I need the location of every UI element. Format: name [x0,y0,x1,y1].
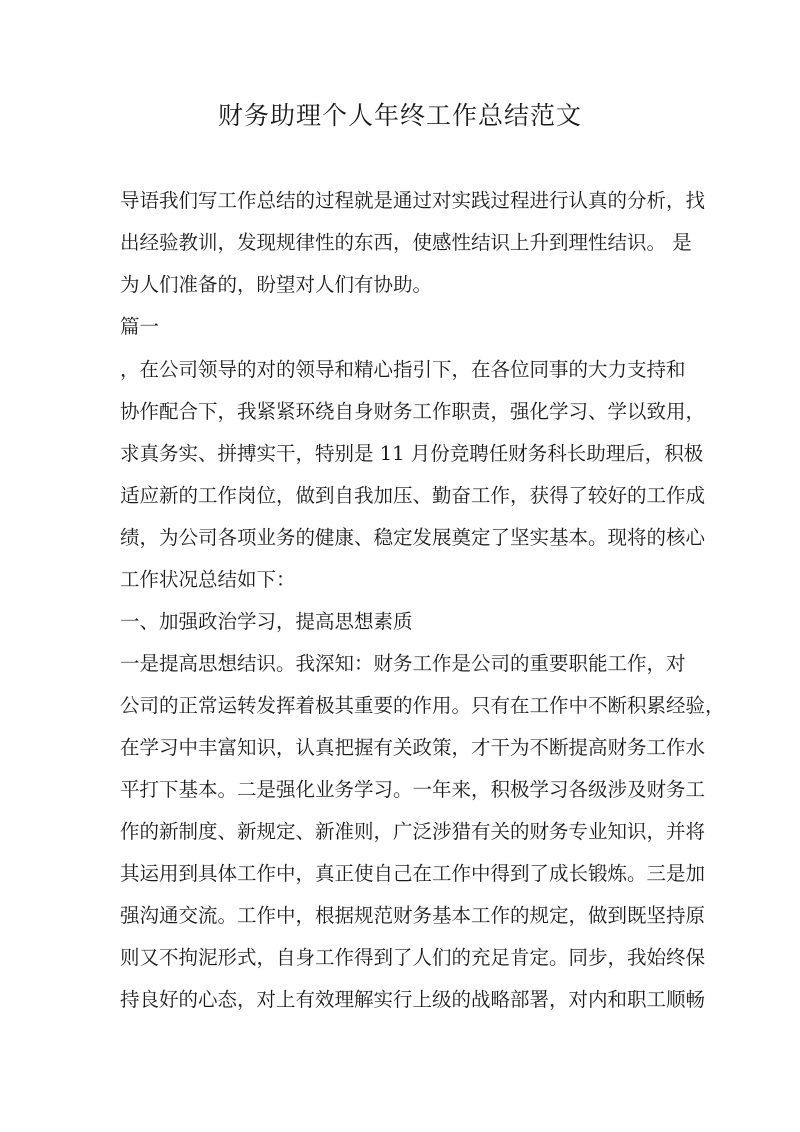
body-line-19: 则又不拘泥形式，自身工作得到了人们的充足肯定。同步，我始终保 [120,946,706,969]
body-line-20: 持良好的心态，对上有效理解实行上级的战略部署，对内和职工顺畅 [120,988,706,1011]
body-line-2: 出经验教训，发现规律性的东西，使感性结识上升到理性结识。 是 [120,231,692,254]
body-line-7: 求真务实、拼搏实干，特别是 11 月份竞聘任财务科长助理后，积极 [120,442,704,465]
body-line-3: 为人们准备的，盼望对人们有协助。 [120,273,433,296]
section-heading-1: 一、加强政治学习，提高思想素质 [120,610,413,633]
body-line-14: 在学习中丰富知识，认真把握有关政策，才干为不断提高财务工作水 [120,736,706,759]
body-line-10: 工作状况总结如下： [120,568,296,591]
body-line-16: 作的新制度、新规定、新准则，广泛涉猎有关的财务专业知识，并将 [120,820,706,843]
body-line-15: 平打下基本。二是强化业务学习。一年来，积极学习各级涉及财务工 [120,778,706,801]
body-line-8: 适应新的工作岗位，做到自我加压、勤奋工作，获得了较好的工作成 [120,484,706,507]
body-line-13: 公司的正常运转发挥着极其重要的作用。只有在工作中不断积累经验， [120,694,725,717]
body-line-5: ，在公司领导的对的领导和精心指引下，在各位同事的大力支持和 [120,358,686,381]
body-line-18: 强沟通交流。工作中，根据规范财务基本工作的规定，做到既坚持原 [120,904,706,927]
body-line-17: 其运用到具体工作中，真正使自己在工作中得到了成长锻炼。三是加 [120,862,706,885]
body-line-6: 协作配合下，我紧紧环绕自身财务工作职责，强化学习、学以致用， [120,400,706,423]
document-title: 财务助理个人年终工作总结范文 [217,101,582,130]
body-line-1: 导语我们写工作总结的过程就是通过对实践过程进行认真的分析，找 [120,189,706,212]
section-heading-pian-yi: 篇一 [120,315,160,338]
body-line-9: 绩，为公司各项业务的健康、稳定发展奠定了坚实基本。现将的核心 [120,526,706,549]
body-line-12: 一是提高思想结识。我深知：财务工作是公司的重要职能工作，对 [120,652,686,675]
